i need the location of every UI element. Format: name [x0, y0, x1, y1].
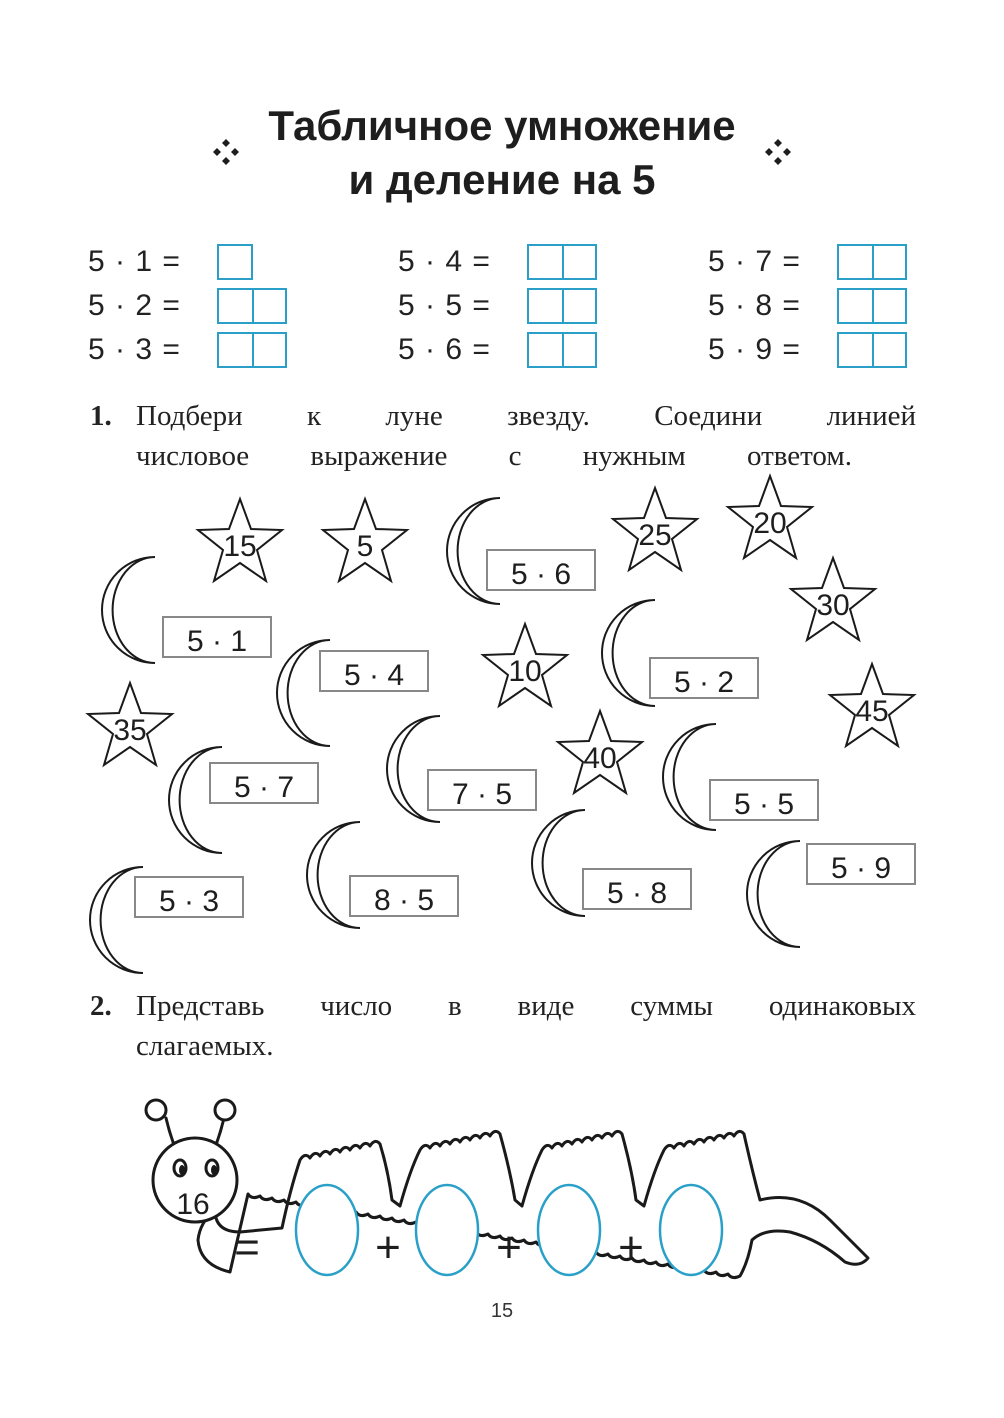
answer-oval[interactable]	[296, 1185, 358, 1275]
table-expression: 5 · 5 =	[398, 289, 491, 322]
antenna-tip	[215, 1100, 235, 1120]
table-expression: 5 · 6 =	[398, 333, 491, 366]
star-number: 10	[508, 655, 542, 688]
task-number: 1.	[90, 400, 112, 432]
table-expression: 5 · 1 =	[88, 245, 181, 278]
moon-expression: 5 · 8	[606, 877, 668, 910]
task-text-line: Подбери к луне звезду. Соедини линией	[136, 400, 916, 432]
star-number: 45	[855, 695, 889, 728]
moon-expression: 5 · 2	[673, 666, 735, 699]
page-title-line-2: и деление на 5	[348, 156, 656, 203]
star-number: 15	[223, 530, 257, 563]
star-number: 20	[753, 507, 787, 540]
star-number: 5	[356, 530, 374, 563]
task-text-line: Представь число в виде суммы одинаковых	[136, 990, 916, 1022]
equals-sign: =	[234, 1223, 260, 1272]
antenna-tip	[146, 1100, 166, 1120]
caterpillar-number: 16	[176, 1188, 210, 1221]
moon-expression: 5 · 6	[510, 558, 572, 591]
moon-expression: 5 · 1	[186, 625, 248, 658]
table-expression: 5 · 7 =	[708, 245, 801, 278]
answer-oval[interactable]	[660, 1185, 722, 1275]
star-number: 25	[638, 519, 672, 552]
plus-sign: +	[496, 1223, 522, 1272]
moon-expression: 5 · 7	[233, 771, 295, 804]
moon-expression: 5 · 4	[343, 659, 405, 692]
plus-sign: +	[618, 1223, 644, 1272]
task-number: 2.	[90, 990, 112, 1022]
task-text-line: слагаемых.	[136, 1030, 274, 1062]
answer-oval[interactable]	[416, 1185, 478, 1275]
table-expression: 5 · 3 =	[88, 333, 181, 366]
star-number: 30	[816, 589, 850, 622]
star-number: 40	[583, 742, 617, 775]
answer-oval[interactable]	[538, 1185, 600, 1275]
task-text-line: числовое выражение с нужным ответом.	[136, 440, 852, 472]
moon-expression: 5 · 5	[733, 788, 795, 821]
table-expression: 5 · 8 =	[708, 289, 801, 322]
table-expression: 5 · 2 =	[88, 289, 181, 322]
star-number: 35	[113, 714, 147, 747]
table-expression: 5 · 4 =	[398, 245, 491, 278]
moon-expression: 5 · 3	[158, 885, 220, 918]
page-number: 15	[490, 1300, 514, 1322]
moon-expression: 7 · 5	[451, 778, 513, 811]
moon-expression: 8 · 5	[373, 884, 435, 917]
caterpillar-body	[198, 1131, 868, 1277]
plus-sign: +	[375, 1223, 401, 1272]
table-expression: 5 · 9 =	[708, 333, 801, 366]
page-title-line-1: Табличное умножение	[268, 102, 736, 149]
moon-expression: 5 · 9	[830, 852, 892, 885]
